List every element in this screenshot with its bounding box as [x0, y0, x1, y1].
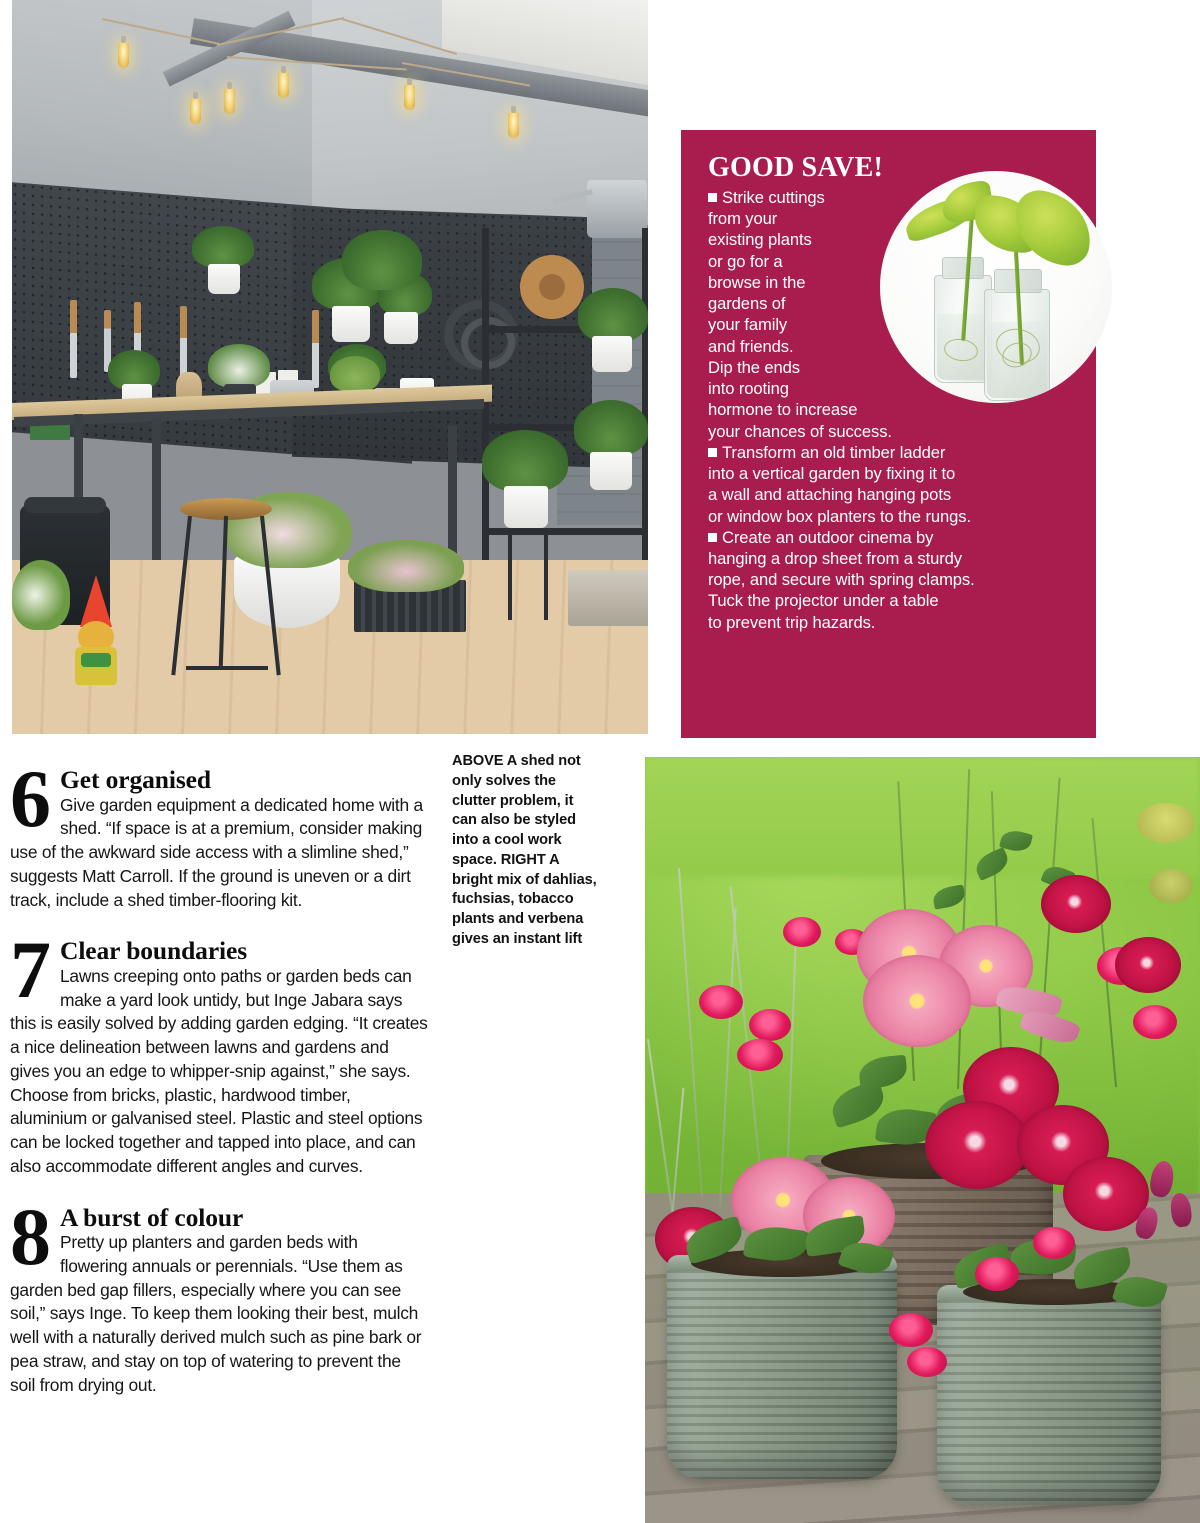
plant-pot — [590, 452, 632, 490]
verbena-flower — [737, 1039, 783, 1071]
tip-item-7 — [10, 924, 428, 1178]
trowel-icon — [70, 300, 77, 378]
bullet-1-line-12: your chances of success. — [708, 421, 892, 441]
bin-lid — [24, 497, 106, 513]
good-save-bullet-1-wide — [708, 399, 1076, 441]
light-bulb-icon — [508, 112, 519, 138]
tip-number-dropcap: 7 — [10, 924, 51, 1016]
tip-body-text: Lawns creeping onto paths or garden beds can make a yard look untidy, but Inge Jabara says this is easily solved by adding garden edging. “It creates a nice delineation between lawns and gardens and gives you an edge to whipper-snip against,” she says. Choose from bricks, plastic, hardwood timber, aluminium or galvanised steel. Plastic and steel options can be locked together and tapped into place, and can also accommodate different angles and curves. — [10, 965, 428, 1176]
bullet-3-line-5: to prevent trip hazards. — [708, 612, 876, 632]
flowering-plant — [12, 560, 70, 630]
bullet-3-line-1: Create an outdoor cinema by — [722, 527, 934, 547]
flowering-plant — [348, 540, 464, 592]
crimson-dahlia-flower — [925, 1101, 1029, 1189]
glazed-ceramic-pot-left — [667, 1255, 897, 1479]
bullet-1-line-10: into rooting — [708, 379, 789, 399]
bullet-3-line-2: hanging a drop sheet from a sturdy — [708, 548, 962, 568]
bullet-square-icon — [708, 533, 717, 542]
crimson-dahlia-flower — [1115, 937, 1181, 993]
gnome-body — [75, 647, 117, 685]
bullet-1-line-8: and friends. — [708, 336, 794, 356]
plant-stand-leg — [508, 528, 512, 620]
verbena-flower — [783, 917, 821, 947]
tip-item-8 — [10, 1190, 428, 1398]
photo-caption: ABOVE A shed not only solves the clutter problem, it can also be styled into a cool work space. RIGHT A bright mix of dahlias, fuchsias, tobacco plants and verbena gives an instant lift — [452, 753, 597, 947]
tip-heading: A burst of colour — [60, 1202, 244, 1232]
light-bulb-icon — [404, 84, 415, 110]
plant-pot — [504, 486, 548, 528]
tip-heading: Get organised — [60, 765, 211, 794]
good-save-bullet-2 — [708, 442, 1076, 527]
seed-head — [1149, 869, 1193, 903]
bullet-square-icon — [708, 448, 717, 457]
tip-body-text: Pretty up planters and garden beds with flowering annuals or perennials. “Use them as garden bed gap fillers, especially where you can see soil,” says Inge. To keep them looking their best, mulch well with a naturally derived mulch such as pine bark or pea straw, and stay on top of watering to prevent the soil from drying out. — [10, 1232, 422, 1395]
glazed-ceramic-pot-right — [937, 1285, 1161, 1505]
shelf-board — [482, 528, 648, 535]
workshop-stool — [180, 498, 272, 678]
bullet-2-line-3: a wall and attaching hanging pots — [708, 485, 952, 505]
plant-pot — [384, 312, 418, 344]
plant-stand-leg — [544, 528, 548, 620]
seed-head — [1137, 803, 1195, 843]
tip-heading: Clear boundaries — [60, 936, 248, 966]
bullet-1-line-9: Dip the ends — [708, 357, 800, 377]
light-bulb-icon — [278, 72, 289, 98]
spider-plant — [192, 226, 254, 268]
bullet-1-line-7: your family — [708, 315, 788, 335]
verbena-flower — [907, 1347, 947, 1377]
bullet-1-line-6: gardens of — [708, 294, 786, 314]
crimson-dahlia-flower — [1063, 1157, 1149, 1231]
stool-stretcher — [186, 666, 268, 670]
bullet-1-line-1: Strike cuttings — [722, 188, 825, 207]
plant-pot — [208, 264, 240, 294]
crimson-dahlia-flower — [1041, 875, 1111, 933]
light-bulb-icon — [118, 42, 129, 68]
bullet-3-line-4: Tuck the projector under a table — [708, 591, 939, 611]
fern-plant — [482, 430, 568, 492]
tip-body-text: Give garden equipment a dedicated home with a shed. “If space is at a premium, consider making use of the awkward side access with a slimline shed,” suggests Matt Carroll. If the ground is uneven or a dirt track, include a shed timber-flooring kit. — [10, 794, 423, 910]
bullet-1-line-4: or go for a — [708, 251, 783, 271]
article-tips-column — [10, 753, 428, 1397]
bullet-2-line-4: or window box planters to the rungs. — [708, 506, 971, 526]
bullet-3-line-3: rope, and secure with spring clamps. — [708, 570, 975, 590]
bullet-square-icon — [708, 193, 717, 202]
verbena-flower — [1033, 1227, 1075, 1259]
good-save-title: GOOD SAVE! — [708, 152, 883, 183]
bullet-1-line-3: existing plants — [708, 230, 812, 250]
palm-plant — [342, 230, 422, 290]
garden-gnome — [70, 575, 122, 685]
verbena-flower — [889, 1313, 933, 1347]
tip-number-dropcap: 8 — [10, 1190, 51, 1282]
storage-tub — [568, 570, 648, 626]
rake-icon — [180, 306, 187, 382]
herb-plant — [330, 356, 380, 392]
jar-neck — [942, 257, 984, 279]
trowel-icon — [312, 310, 319, 388]
plant-pot — [332, 306, 370, 342]
light-bulb-icon — [224, 88, 235, 114]
bullet-1-line-11: hormone to increase — [708, 400, 858, 420]
stool-leg — [219, 516, 228, 666]
verbena-flower — [1133, 1005, 1177, 1039]
tip-item-6 — [10, 753, 428, 912]
verbena-flower — [749, 1009, 791, 1041]
pink-dahlia-flower — [863, 955, 971, 1047]
flowering-plant — [208, 344, 270, 388]
cuttings-inset-photo — [880, 171, 1112, 403]
plant-pot — [592, 336, 632, 372]
bullet-1-line-2: from your — [708, 209, 778, 229]
shed-interior-photo — [12, 0, 648, 734]
good-save-bullet-3 — [708, 527, 1076, 633]
plant-leaf — [1009, 187, 1098, 269]
verbena-flower — [975, 1257, 1019, 1291]
fern-plant — [578, 288, 648, 342]
fern-plant — [574, 400, 648, 456]
bullet-1-line-5: browse in the — [708, 272, 806, 292]
flower-pots-photo — [645, 757, 1200, 1523]
bullet-2-line-2: into a vertical garden by fixing it to — [708, 464, 956, 484]
gnome-hat — [80, 575, 112, 627]
lawn-far-background — [645, 757, 1200, 877]
light-bulb-icon — [190, 98, 201, 124]
verbena-flower — [699, 985, 743, 1019]
good-save-bullet-1-narrow — [708, 187, 873, 399]
tip-number-dropcap: 6 — [10, 753, 51, 844]
good-save-callout-box — [681, 130, 1096, 738]
bullet-2-line-1: Transform an old timber ladder — [722, 442, 946, 462]
